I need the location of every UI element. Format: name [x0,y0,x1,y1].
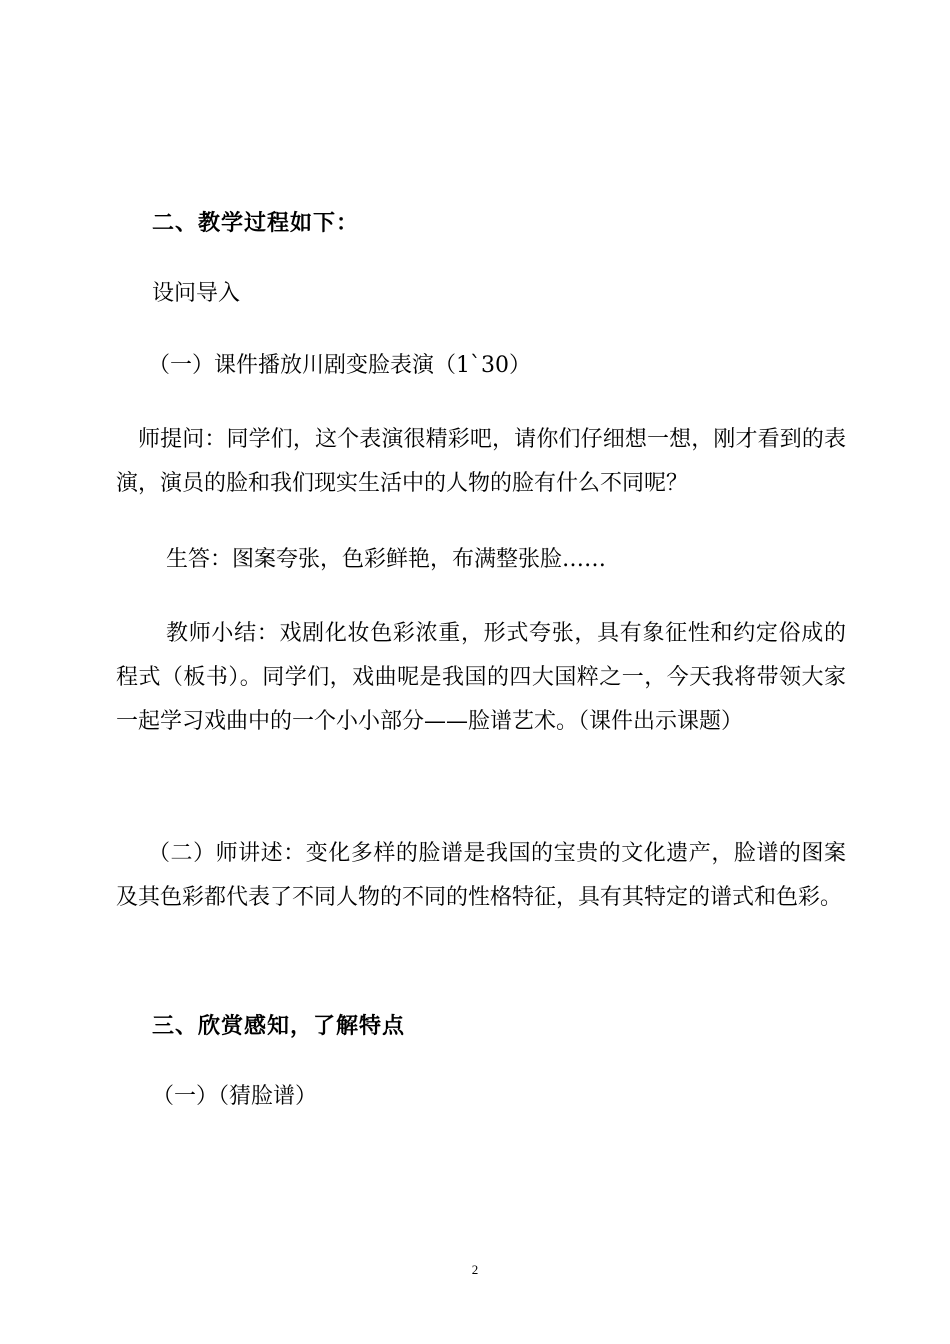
part1-title: （一）课件播放川剧变脸表演（1`30） [148,353,531,378]
page-number: 2 [471,1262,479,1277]
section-heading-appreciation: 三、欣赏感知，了解特点 [152,1013,406,1039]
student-answer: 生答：图案夸张，色彩鲜艳，布满整张脸…… [166,547,607,572]
teacher-question-paragraph: 师提问：同学们，这个表演很精彩吧，请你们仔细想一想，刚才看到的表演，演员的脸和我们现实生活中的人物的脸有什么不同呢？ [116,427,846,496]
section-heading-teaching-process: 二、教学过程如下： [152,210,360,236]
intro-label: 设问导入 [152,281,241,306]
teacher-summary-paragraph: 教师小结：戏剧化妆色彩浓重，形式夸张，具有象征性和约定俗成的程式（板书）。同学们，戏曲呢是我国的四大国粹之一，今天我将带领大家一起学习戏曲中的一个小小部分——脸谱艺术。（课件出示课题） [116,621,846,734]
part2-narration-paragraph: （二）师讲述：变化多样的脸谱是我国的宝贵的文化遗产，脸谱的图案及其色彩都代表了不同人物的不同的性格特征，具有其特定的谱式和色彩。 [116,841,846,910]
guess-face-label: （一）（猜脸谱） [152,1084,318,1109]
